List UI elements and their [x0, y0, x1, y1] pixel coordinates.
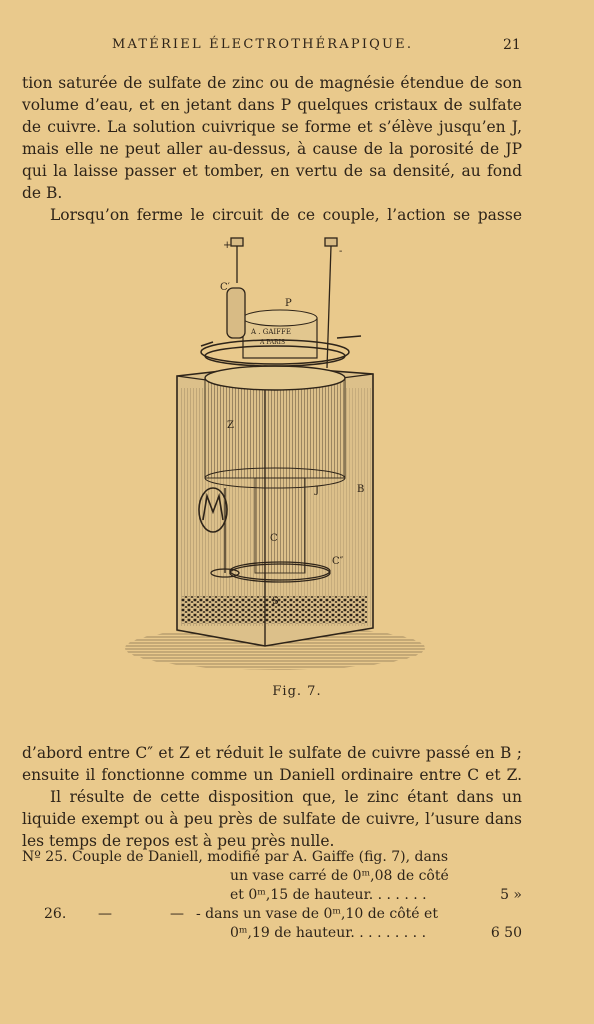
text-line: Il résulte de cette disposition que, le zinc étant dans un [50, 788, 522, 806]
label-minus: - [339, 246, 343, 257]
text-line: de cuivre. La solution cuivrique se forme et s’élève jusqu’en J, [22, 118, 522, 136]
entry-26-ditto-1: — [98, 906, 112, 922]
running-header [0, 37, 594, 57]
text-line: volume d’eau, et en jetant dans P quelques cristaux de sulfate [22, 96, 522, 114]
label-b: B [357, 484, 365, 495]
label-c-double: C″ [332, 556, 344, 567]
terminal-negative [325, 238, 337, 368]
catalog-entry-25-cont [22, 867, 522, 886]
zinc-cylinder [205, 366, 345, 488]
label-plus: + [223, 240, 232, 251]
entry-25-line-2: un vase carré de 0ᵐ,08 de côté [230, 868, 449, 884]
entry-25-price: 5 » [500, 887, 522, 903]
text-line: d’abord entre C″ et Z et réduit le sulfate de cuivre passé en B ; [22, 744, 522, 762]
catalog-entry-25-cont [22, 886, 522, 905]
entry-26-line-1: - dans un vase de 0ᵐ,10 de côté et [196, 906, 438, 922]
text-line: Lorsqu’on ferme le circuit de ce couple, l’action se passe [50, 206, 522, 224]
catalog-entry-25 [22, 848, 522, 867]
text-line: qui la laisse passer et tomber, en vertu de sa densité, au fond [22, 162, 522, 180]
text-line: mais elle ne peut aller au-dessus, à cause de la porosité de JP [22, 140, 522, 158]
entry-26-ditto-2: — [170, 906, 184, 922]
text-line: les temps de repos est à peu près nulle. [22, 832, 335, 850]
figure-daniell-cell [115, 228, 435, 683]
label-z: Z [227, 420, 234, 431]
page-number: 21 [503, 37, 521, 53]
label-j: J [315, 485, 320, 496]
catalog-entry-26 [22, 905, 522, 924]
label-p: P [285, 298, 292, 309]
text-line: liquide exempt ou à peu près de sulfate de cuivre, l’usure dans [22, 810, 522, 828]
running-title: MATÉRIEL ÉLECTROTHÉRAPIQUE. [112, 37, 414, 52]
label-s: S [272, 596, 279, 607]
text-line: tion saturée de sulfate de zinc ou de magnésie étendue de son [22, 74, 522, 92]
label-maker-2: A PARIS [260, 339, 286, 346]
entry-26-number: 26. [44, 906, 67, 922]
paragraph-2 [22, 742, 522, 852]
label-c: C [270, 533, 278, 544]
entry-26-line-2: 0ᵐ,19 de hauteur. . . . . . . . . [230, 925, 427, 941]
entry-26-price: 6 50 [490, 925, 522, 941]
figure-caption: Fig. 7. [272, 684, 322, 699]
daniell-cell-illustration [115, 228, 435, 683]
entry-25-line-1: Nº 25. Couple de Daniell, modifié par A. Gaiffe (fig. 7), dans [22, 849, 449, 865]
catalog-entry-26-cont [22, 924, 522, 943]
text-line: ensuite il fonctionne comme un Daniell ordinaire entre C et Z. [22, 766, 522, 784]
label-c-prime: C′ [220, 282, 230, 293]
paragraph-1 [22, 72, 522, 226]
text-line: de B. [22, 184, 63, 202]
label-maker-1: A . GAIFFE [251, 328, 291, 336]
entry-25-line-3: et 0ᵐ,15 de hauteur. . . . . . . [230, 887, 427, 903]
catalog-list [22, 848, 522, 943]
